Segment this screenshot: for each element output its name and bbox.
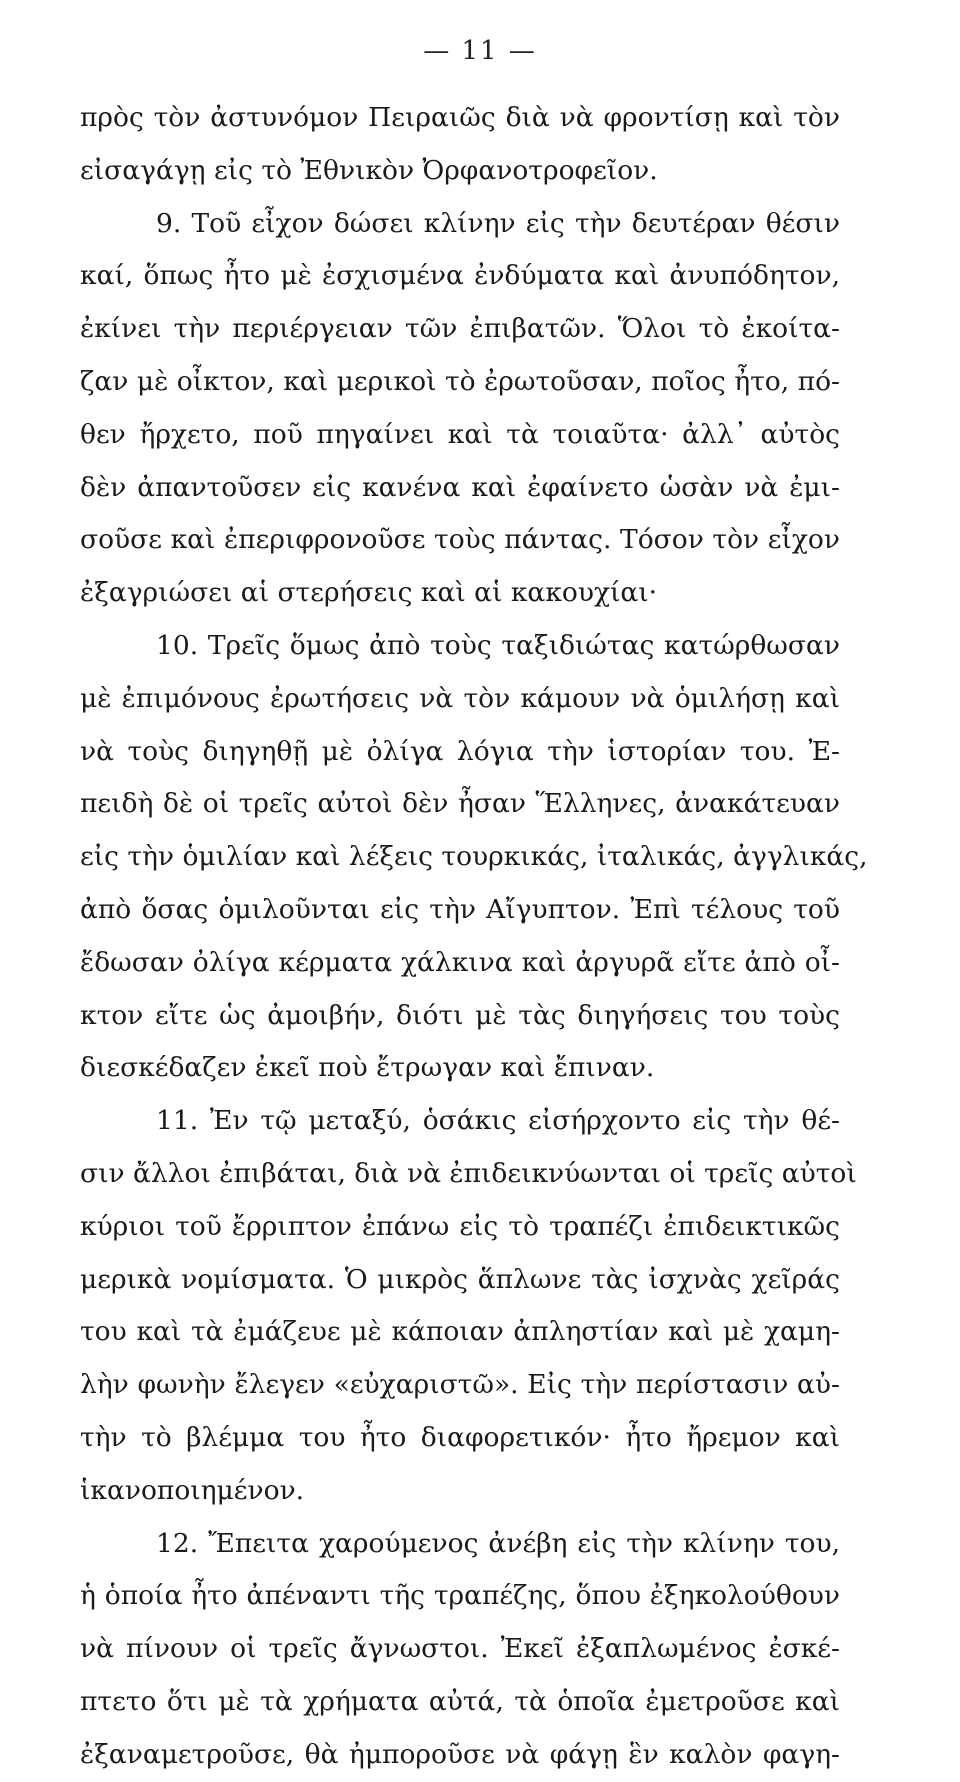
text-line: 11. Ἐν τῷ μεταξύ, ὁσάκις εἰσήρχοντο εἰς τὴν θέ- <box>156 1105 840 1137</box>
body-text <box>80 92 868 1782</box>
text-line: μὲ ἐπιμόνους ἐρωτήσεις νὰ τὸν κάμουν νὰ ὁμιλήσῃ καὶ <box>80 682 840 714</box>
text-line: του καὶ τὰ ἐμάζευε μὲ κάποιαν ἀπληστίαν καὶ μὲ χαμη- <box>80 1316 840 1348</box>
text-line: διεσκέδαζεν ἐκεῖ ποὺ ἔτρωγαν καὶ ἔπιναν. <box>80 1052 655 1084</box>
text-line: ἐξαγριώσει αἱ στερήσεις καὶ αἱ κακουχίαι· <box>80 577 658 609</box>
text-line: καί, ὅπως ἦτο μὲ ἐσχισμένα ἐνδύματα καὶ ἀνυπόδητον, <box>80 260 840 292</box>
text-line: ἔδωσαν ὀλίγα κέρματα χάλκινα καὶ ἀργυρᾶ εἴτε ἀπὸ οἶ- <box>80 946 840 978</box>
text-line: σοῦσε καὶ ἐπεριφρονοῦσε τοὺς πάντας. Τόσον τὸν εἶχον <box>80 524 840 556</box>
page-number: — 11 — <box>423 36 537 66</box>
text-line: ἡ ὁποία ἦτο ἀπέναντι τῆς τραπέζης, ὅπου ἐξηκολούθουν <box>80 1580 840 1612</box>
text-line: ἐξαναμετροῦσε, θὰ ἠμποροῦσε νὰ φάγῃ ἓν καλὸν φαγη- <box>80 1738 840 1770</box>
text-line: ἐκίνει τὴν περιέργειαν τῶν ἐπιβατῶν. Ὅλοι τὸ ἐκοίτα- <box>80 313 840 345</box>
text-line: θεν ἤρχετο, ποῦ πηγαίνει καὶ τὰ τοιαῦτα· ἀλλ᾽ αὐτὸς <box>80 418 840 450</box>
text-line: πτετο ὅτι μὲ τὰ χρήματα αὐτά, τὰ ὁποῖα ἐμετροῦσε καὶ <box>80 1685 840 1717</box>
text-line: ἱκανοποιημένον. <box>80 1474 305 1506</box>
text-line: δὲν ἀπαντοῦσεν εἰς κανένα καὶ ἐφαίνετο ὡσὰν νὰ ἐμι- <box>80 471 840 503</box>
text-line: εἰσαγάγῃ εἰς τὸ Ἐθνικὸν Ὀρφανοτροφεῖον. <box>80 154 658 186</box>
text-line: σιν ἄλλοι ἐπιβάται, διὰ νὰ ἐπιδεικνύωνται οἱ τρεῖς αὐτοὶ <box>80 1157 857 1189</box>
text-line: 10. Τρεῖς ὅμως ἀπὸ τοὺς ταξιδιώτας κατώρθωσαν <box>156 629 840 661</box>
text-line: κύριοι τοῦ ἔρριπτον ἐπάνω εἰς τὸ τραπέζι ἐπιδεικτικῶς <box>80 1210 840 1242</box>
text-line: εἰς τὴν ὁμιλίαν καὶ λέξεις τουρκικάς, ἰταλικάς, ἀγγλικάς, <box>80 841 868 873</box>
text-line: πρὸς τὸν ἀστυνόμον Πειραιῶς διὰ νὰ φροντίσῃ καὶ τὸν <box>80 102 840 133</box>
text-line: νὰ πίνουν οἱ τρεῖς ἄγνωστοι. Ἐκεῖ ἐξαπλωμένος ἐσκέ- <box>80 1633 840 1665</box>
text-line: τὴν τὸ βλέμμα του ἦτο διαφορετικόν· ἦτο ἤρεμον καὶ <box>80 1421 840 1453</box>
text-line: λὴν φωνὴν ἔλεγεν «εὐχαριστῶ». Εἰς τὴν περίστασιν αὐ- <box>80 1369 840 1401</box>
text-line: νὰ τοὺς διηγηθῇ μὲ ὀλίγα λόγια τὴν ἱστορίαν του. Ἐ- <box>80 735 840 767</box>
text-line: ἀπὸ ὅσας ὁμιλοῦνται εἰς τὴν Αἴγυπτον. Ἐπὶ τέλους τοῦ <box>80 893 840 925</box>
text-line: 9. Τοῦ εἶχον δώσει κλίνην εἰς τὴν δευτέραν θέσιν <box>156 207 840 239</box>
text-line: πειδὴ δὲ οἱ τρεῖς αὐτοὶ δὲν ἦσαν Ἕλληνες, ἀνακάτευαν <box>80 788 840 820</box>
text-line: ζαν μὲ οἶκτον, καὶ μερικοὶ τὸ ἐρωτοῦσαν, ποῖος ἦτο, πό- <box>80 365 840 397</box>
text-line: μερικὰ νομίσματα. Ὁ μικρὸς ἅπλωνε τὰς ἰσχνὰς χεῖράς <box>80 1263 840 1295</box>
text-line: 12. Ἔπειτα χαρούμενος ἀνέβη εἰς τὴν κλίνην του, <box>156 1527 840 1559</box>
text-line: κτον εἴτε ὡς ἀμοιβήν, διότι μὲ τὰς διηγήσεις του τοὺς <box>80 999 840 1031</box>
